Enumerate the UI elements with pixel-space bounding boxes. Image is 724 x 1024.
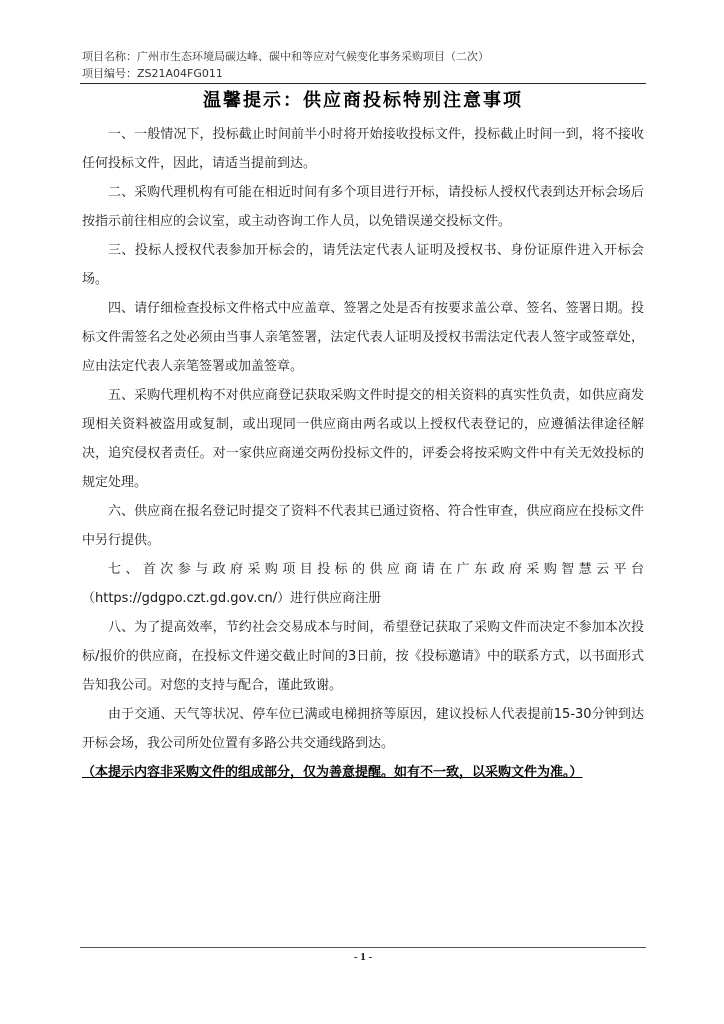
disclaimer-note: （本提示内容非采购文件的组成部分，仅为善意提醒。如有不一致，以采购文件为准。）	[82, 765, 583, 780]
notice-item-5: 五、采购代理机构不对供应商登记获取采购文件时提交的相关资料的真实性负责，如供应商发现相关资料被盗用或复制，或出现同一供应商由两名或以上授权代表登记的，应遵循法律途径解决，追究侵权者责任。对一家供应商递交两份投标文件的，评委会将按采购文件中有关无效投标的规定处理。	[82, 388, 644, 490]
page-title: 温馨提示：供应商投标特别注意事项	[203, 90, 523, 111]
page-header	[82, 48, 644, 82]
notice-item-transport: 由于交通、天气等状况、停车位已满或电梯拥挤等原因，建议投标人代表提前15-30分钟到达开标会场，我公司所处位置有多路公共交通线路到达。	[82, 707, 644, 751]
page-number: - 1 -	[353, 951, 373, 963]
notice-item-8: 八、为了提高效率，节约社会交易成本与时间，希望登记获取了采购文件而决定不参加本次投标/报价的供应商，在投标文件递交截止时间的3日前，按《投标邀请》中的联系方式，以书面形式告知我公司。对您的支持与配合，谨此致谢。	[82, 620, 644, 693]
notice-item-4: 四、请仔细检查投标文件格式中应盖章、签署之处是否有按要求盖公章、签名、签署日期。投标文件需签名之处必须由当事人亲笔签署，法定代表人证明及授权书需法定代表人签字或签章处，应由法定代表人亲笔签署或加盖签章。	[82, 301, 644, 374]
footer-divider	[80, 947, 646, 948]
notice-item-7: 七、首次参与政府采购项目投标的供应商请在广东政府采购智慧云平台（https://gdgpo.czt.gd.gov.cn/）进行供应商注册	[82, 562, 644, 606]
notice-item-1: 一、一般情况下，投标截止时间前半小时将开始接收投标文件，投标截止时间一到，将不接收任何投标文件，因此，请适当提前到达。	[82, 127, 644, 171]
notice-item-3: 三、投标人授权代表参加开标会的，请凭法定代表人证明及授权书、身份证原件进入开标会场。	[82, 243, 644, 287]
notice-item-2: 二、采购代理机构有可能在相近时间有多个项目进行开标，请投标人授权代表到达开标会场后按指示前往相应的会议室，或主动咨询工作人员，以免错误递交投标文件。	[82, 185, 644, 229]
notice-body	[82, 120, 644, 787]
notice-item-6: 六、供应商在报名登记时提交了资料不代表其已通过资格、符合性审查，供应商应在投标文件中另行提供。	[82, 504, 644, 548]
project-number: 项目编号：ZS21A04FG011	[82, 67, 223, 80]
header-divider	[80, 83, 646, 84]
project-name: 项目名称：广州市生态环境局碳达峰、碳中和等应对气候变化事务采购项目（二次）	[82, 50, 489, 63]
